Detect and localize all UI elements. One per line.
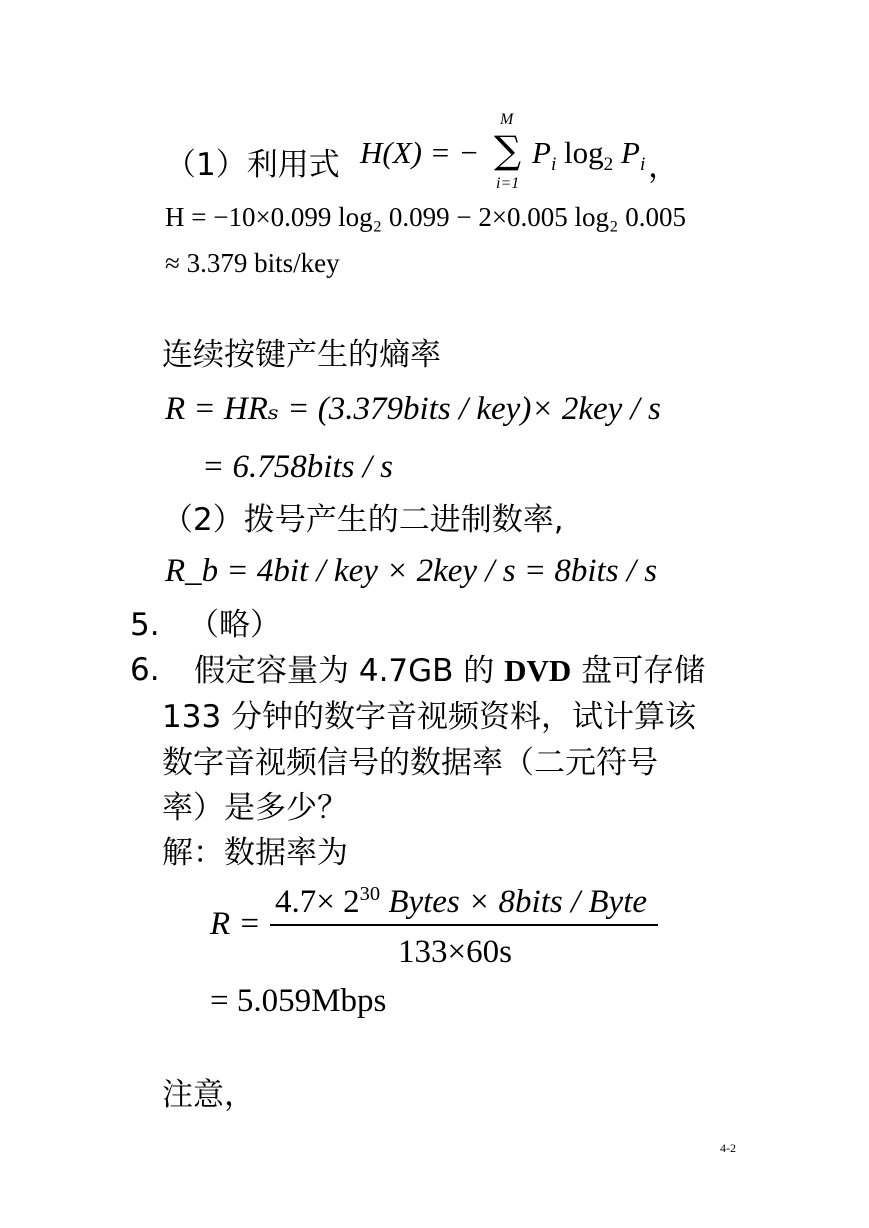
numerator-a: 4.7× 2 <box>275 884 360 920</box>
item-6-number: 6. <box>130 652 160 688</box>
note-text: 注意， <box>162 1077 255 1113</box>
section-1-label: （1）利用式 <box>165 147 340 183</box>
entropy-rate-eq-1: R = HRₛ = (3.379bits / key)× 2key / s <box>165 391 661 427</box>
binary-rate-eq: R_b = 4bit / key × 2key / s = 8bits / s <box>165 553 658 589</box>
data-rate-result: = 5.059Mbps <box>210 983 387 1019</box>
entropy-rate-heading: 连续按键产生的熵率 <box>162 337 441 373</box>
fraction-denominator: 133×60s <box>398 934 512 970</box>
item-6-line-1-a: 假定容量为 4.7GB 的 <box>194 653 505 689</box>
formula-p2-sub: i <box>639 154 646 176</box>
sum-lower-limit: i=1 <box>496 175 520 192</box>
formula-p-sub: i <box>550 154 557 176</box>
item-6-line-1 <box>194 655 705 687</box>
fraction-bar <box>270 924 658 926</box>
sum-upper-limit: M <box>500 111 514 128</box>
entropy-rate-eq-2: = 6.758bits / s <box>202 449 393 485</box>
item-6-line-2: 133 分钟的数字音视频资料，试计算该 <box>162 699 697 735</box>
formula-lhs: H(X) = − <box>360 135 480 170</box>
fraction-numerator <box>275 883 648 920</box>
formula-p2: P <box>613 135 640 170</box>
page-number: 4-2 <box>720 1141 736 1155</box>
item-6-line-1-b: 盘可存储 <box>571 653 706 689</box>
section-2-label: （2）拨号产生的二进制数率, <box>162 502 564 538</box>
item-5-number: 5. <box>130 607 160 643</box>
item-5-text: （略） <box>188 607 281 643</box>
formula-log-base: 2 <box>603 154 614 176</box>
item-6-dvd: DVD <box>504 653 572 688</box>
item-6-line-4: 率）是多少？ <box>162 790 348 826</box>
formula-log: log <box>556 135 604 170</box>
solution-label: 解：数据率为 <box>162 835 348 871</box>
numerator-exp: 30 <box>359 883 381 905</box>
fraction-lhs: R = <box>210 906 261 942</box>
entropy-calc-line-2: ≈ 3.379 bits/key <box>165 248 340 278</box>
formula-p: P <box>532 135 551 170</box>
numerator-b: Bytes × 8bits / Byte <box>380 884 648 920</box>
formula-comma: ， <box>648 149 679 185</box>
entropy-calc-line-1: H = −10×0.099 log₂ 0.099 − 2×0.005 log₂ 0.005 <box>165 202 686 232</box>
sum-symbol: ∑ <box>494 128 522 172</box>
item-6-line-3: 数字音视频信号的数据率（二元符号 <box>162 745 658 781</box>
